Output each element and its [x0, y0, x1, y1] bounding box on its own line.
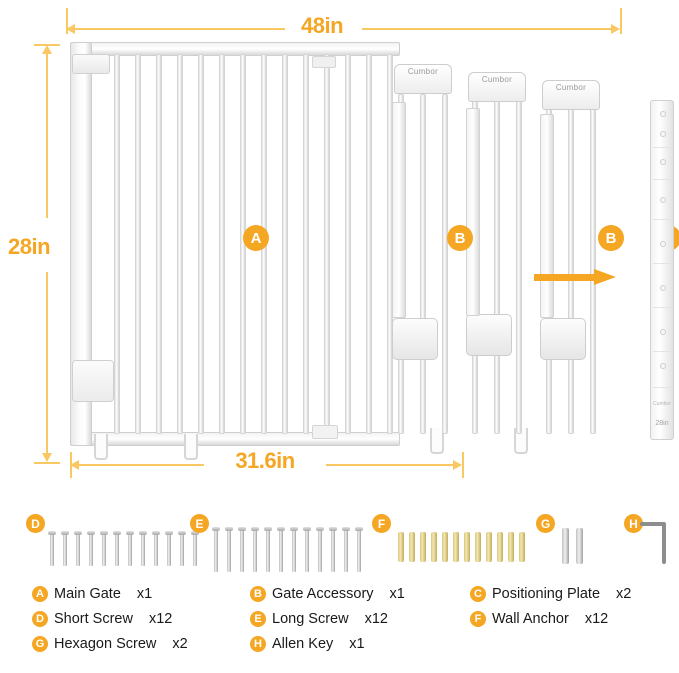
legend-badge-a: A	[32, 586, 48, 602]
gate-bar	[324, 54, 330, 434]
short-screw	[89, 534, 93, 566]
gate-illustration	[62, 42, 622, 446]
legend-badge-g: G	[32, 636, 48, 652]
short-screw	[63, 534, 67, 566]
legend-qty-e: x12	[364, 611, 388, 627]
gate-bar	[219, 54, 225, 434]
allen-key	[638, 520, 672, 571]
legend-row	[32, 586, 652, 611]
accessory-bar	[494, 94, 500, 434]
long-screw	[227, 530, 231, 572]
dim-bottom-arrow-left	[70, 460, 79, 470]
long-screw	[279, 530, 283, 572]
dim-width-label: 48in	[300, 13, 344, 38]
legend-item-h	[250, 636, 365, 652]
legend-row	[32, 611, 652, 636]
plate-hole	[660, 241, 666, 247]
short-screw	[102, 534, 106, 566]
legend-qty-h: x1	[349, 636, 365, 652]
wall-anchor	[519, 532, 525, 562]
legend-label-b: Gate Accessory	[272, 586, 374, 602]
parts-legend	[32, 586, 652, 661]
wall-anchor	[508, 532, 514, 562]
plate-sub-text: 28in	[655, 420, 669, 427]
accessory-bar	[590, 94, 596, 434]
legend-qty-f: x12	[584, 611, 609, 627]
short-screw	[180, 534, 184, 566]
dim-left-arrow-down	[42, 453, 52, 462]
legend-item-b	[250, 586, 405, 602]
hexagon-screw	[562, 528, 569, 564]
long-screw-group	[214, 524, 364, 572]
legend-label-d: Short Screw	[54, 611, 133, 627]
short-screw	[115, 534, 119, 566]
plate-divider	[653, 263, 671, 264]
gate-bottom-catch	[312, 425, 338, 439]
dim-bottom-line-right	[326, 464, 458, 466]
plate-hole	[660, 329, 666, 335]
gate-top-left-bracket	[72, 54, 110, 74]
long-screw	[266, 530, 270, 572]
callout-a: A	[243, 225, 269, 251]
legend-item-e	[250, 611, 388, 627]
dim-top-arrow-left	[66, 24, 75, 34]
gate-frame-bottom	[70, 432, 400, 446]
legend-label-c: Positioning Plate	[492, 586, 601, 602]
long-screw	[344, 530, 348, 572]
gate-bar	[135, 54, 141, 434]
legend-item-c	[470, 586, 631, 602]
accessory-bar	[420, 94, 426, 434]
legend-qty-c: x2	[616, 586, 632, 602]
legend-label-a: Main Gate	[54, 586, 121, 602]
legend-badge-b: B	[250, 586, 266, 602]
legend-badge-h: H	[250, 636, 266, 652]
legend-qty-d: x12	[148, 611, 173, 627]
arrow-shaft	[534, 274, 596, 281]
dim-left-line-bottom	[46, 272, 48, 456]
accessory-bar	[516, 94, 522, 434]
accessory-rail	[466, 108, 480, 316]
gate-bar	[156, 54, 162, 434]
gate-bar	[177, 54, 183, 434]
long-screw	[331, 530, 335, 572]
gate-top-catch	[312, 56, 336, 68]
dim-inner-width-label: 31.6in	[235, 448, 295, 473]
short-screw	[193, 534, 197, 566]
legend-label-f: Wall Anchor	[492, 611, 569, 627]
legend-qty-g: x2	[172, 636, 188, 652]
short-screw	[76, 534, 80, 566]
gate-bar	[366, 54, 372, 434]
legend-label-e: Long Screw	[272, 611, 349, 627]
accessory-bar	[442, 94, 448, 434]
wall-anchor	[420, 532, 426, 562]
extension-direction-arrow	[534, 269, 620, 285]
dim-left-bottom-tick	[34, 462, 60, 464]
mount-block	[392, 318, 438, 360]
wall-anchor-group	[398, 528, 528, 564]
plate-divider	[653, 147, 671, 148]
dim-bottom-arrow-right	[453, 460, 462, 470]
wall-anchor	[486, 532, 492, 562]
callout-g: G	[536, 514, 555, 533]
short-screw	[128, 534, 132, 566]
wall-anchor	[409, 532, 415, 562]
brand-cap: Cumbor	[468, 72, 526, 102]
legend-qty-b: x1	[389, 586, 405, 602]
wall-anchor	[475, 532, 481, 562]
long-screw	[357, 530, 361, 572]
dim-left-arrow-up	[42, 45, 52, 54]
long-screw	[253, 530, 257, 572]
gate-bottom-left-bracket	[72, 360, 114, 402]
legend-item-f	[470, 611, 608, 627]
legend-item-d	[32, 611, 172, 627]
dim-top-right-tick	[620, 8, 622, 34]
legend-row	[32, 636, 652, 661]
plate-divider	[653, 307, 671, 308]
mount-block	[540, 318, 586, 360]
dim-left-line-top	[46, 50, 48, 218]
wall-anchor	[464, 532, 470, 562]
brand-cap: Cumbor	[542, 80, 600, 110]
dim-top-line-left	[70, 28, 285, 30]
plate-hole	[660, 285, 666, 291]
short-screw	[141, 534, 145, 566]
short-screw	[154, 534, 158, 566]
legend-qty-a: x1	[136, 586, 153, 602]
legend-badge-d: D	[32, 611, 48, 627]
gate-bar	[345, 54, 351, 434]
gate-bar	[303, 54, 309, 434]
plate-hole	[660, 111, 666, 117]
plate-divider	[653, 219, 671, 220]
callout-f: F	[372, 514, 391, 533]
plate-hole	[660, 131, 666, 137]
callout-d: D	[26, 514, 45, 533]
plate-hole	[660, 197, 666, 203]
wall-anchor	[497, 532, 503, 562]
legend-badge-f: F	[470, 611, 486, 627]
gate-bar	[282, 54, 288, 434]
wall-anchor	[453, 532, 459, 562]
gate-accessory-panel	[392, 46, 622, 436]
accessory-rail	[540, 114, 554, 318]
arrow-head	[594, 269, 616, 285]
positioning-plate	[650, 100, 674, 440]
plate-hole	[660, 363, 666, 369]
legend-item-a	[32, 586, 152, 602]
plate-divider	[653, 387, 671, 388]
short-screw	[167, 534, 171, 566]
short-screw	[50, 534, 54, 566]
dim-height-label: 28in	[8, 234, 51, 259]
long-screw	[240, 530, 244, 572]
dim-bottom-line-left	[74, 464, 204, 466]
plate-divider	[653, 351, 671, 352]
legend-label-h: Allen Key	[272, 636, 334, 652]
callout-h: H	[624, 514, 643, 533]
brand-cap: Cumbor	[394, 64, 452, 94]
gate-foot	[184, 434, 198, 460]
callout-b-left: B	[447, 225, 473, 251]
accessory-bar	[568, 94, 574, 434]
long-screw	[214, 530, 218, 572]
wall-anchor	[431, 532, 437, 562]
legend-item-g	[32, 636, 188, 652]
gate-foot	[94, 434, 108, 460]
plate-hole	[660, 159, 666, 165]
hexagon-screw-group	[562, 526, 592, 568]
short-screw-group	[50, 528, 190, 572]
dim-top-arrow-right	[611, 24, 620, 34]
long-screw	[292, 530, 296, 572]
legend-badge-e: E	[250, 611, 266, 627]
gate-bar	[114, 54, 120, 434]
dim-bottom-right-tick	[462, 452, 464, 478]
plate-footer-text: Cumbor	[653, 401, 671, 407]
wall-anchor	[442, 532, 448, 562]
dim-top-line-right	[362, 28, 616, 30]
wall-anchor	[398, 532, 404, 562]
plate-divider	[653, 179, 671, 180]
mount-block	[466, 314, 512, 356]
legend-label-g: Hexagon Screw	[54, 636, 157, 652]
long-screw	[318, 530, 322, 572]
legend-badge-c: C	[470, 586, 486, 602]
long-screw	[305, 530, 309, 572]
callout-b-right: B	[598, 225, 624, 251]
gate-bar	[198, 54, 204, 434]
accessory-rail	[392, 102, 406, 318]
callout-e: E	[190, 514, 209, 533]
hexagon-screw	[576, 528, 583, 564]
